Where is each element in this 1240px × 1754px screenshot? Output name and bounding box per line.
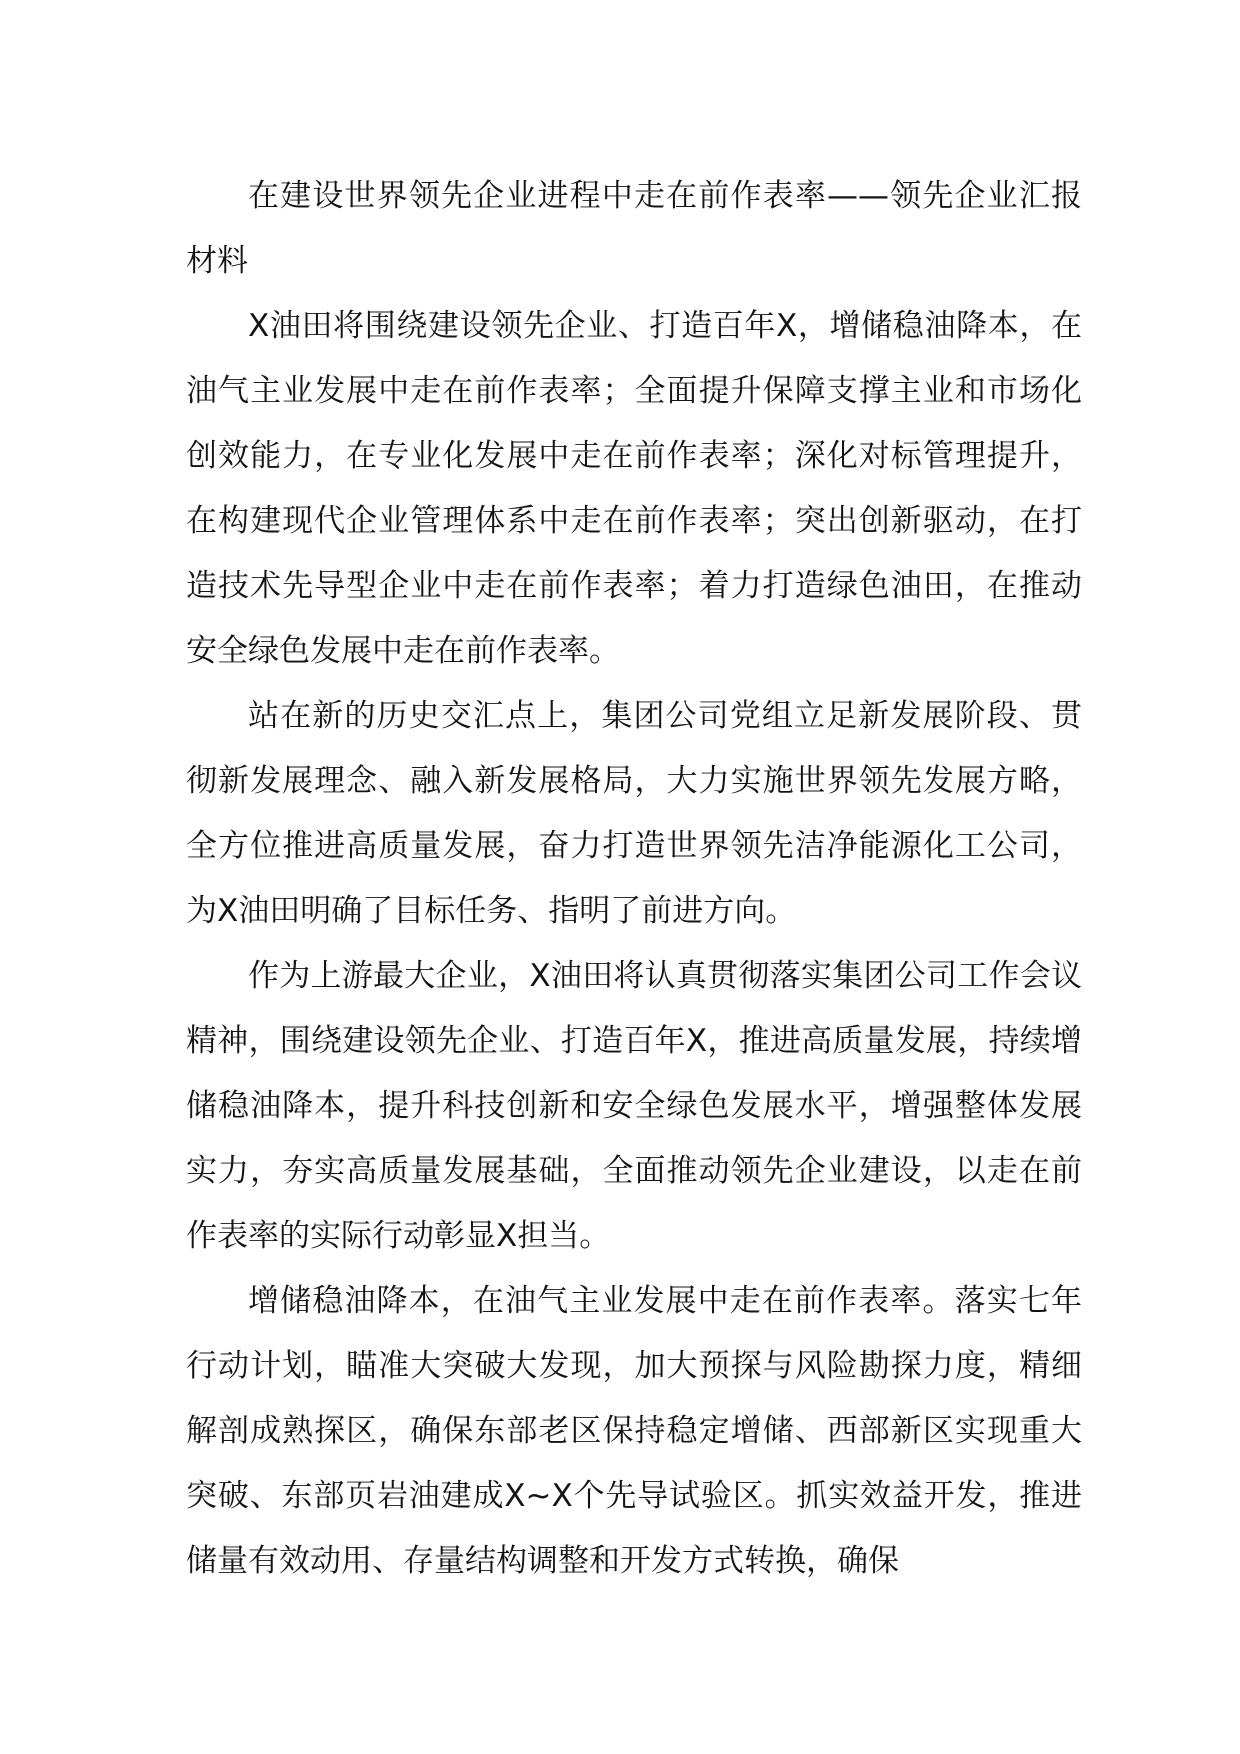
paragraph-4: 增储稳油降本，在油气主业发展中走在前作表率。落实七年行动计划，瞄准大突破大发现，加大预探与风险勘探力度，精细解剖成熟探区，确保东部老区保持稳定增储、西部新区实现重大突破、东部页岩油建成X~X个先导试验区。抓实效益开发，推进储量有效动用、存量结构调整和开发方式转换，确保 — [186, 1283, 1082, 1579]
paragraph-3: 作为上游最大企业，X油田将认真贯彻落实集团公司工作会议精神，围绕建设领先企业、打造百年X，推进高质量发展，持续增储稳油降本，提升科技创新和安全绿色发展水平，增强整体发展实力，夯实高质量发展基础，全面推动领先企业建设，以走在前作表率的实际行动彰显X担当。 — [186, 958, 1082, 1254]
document-title: 在建设世界领先企业进程中走在前作表率——领先企业汇报材料 — [186, 178, 1082, 279]
paragraph-2: 站在新的历史交汇点上，集团公司党组立足新发展阶段、贯彻新发展理念、融入新发展格局，大力实施世界领先发展方略，全方位推进高质量发展，奋力打造世界领先洁净能源化工公司，为X油田明确了目标任务、指明了前进方向。 — [186, 698, 1082, 929]
document-page — [186, 164, 1082, 1594]
paragraph-1: X油田将围绕建设领先企业、打造百年X，增储稳油降本，在油气主业发展中走在前作表率；全面提升保障支撑主业和市场化创效能力，在专业化发展中走在前作表率；深化对标管理提升，在构建现代企业管理体系中走在前作表率；突出创新驱动，在打造技术先导型企业中走在前作表率；着力打造绿色油田，在推动安全绿色发展中走在前作表率。 — [186, 308, 1082, 669]
